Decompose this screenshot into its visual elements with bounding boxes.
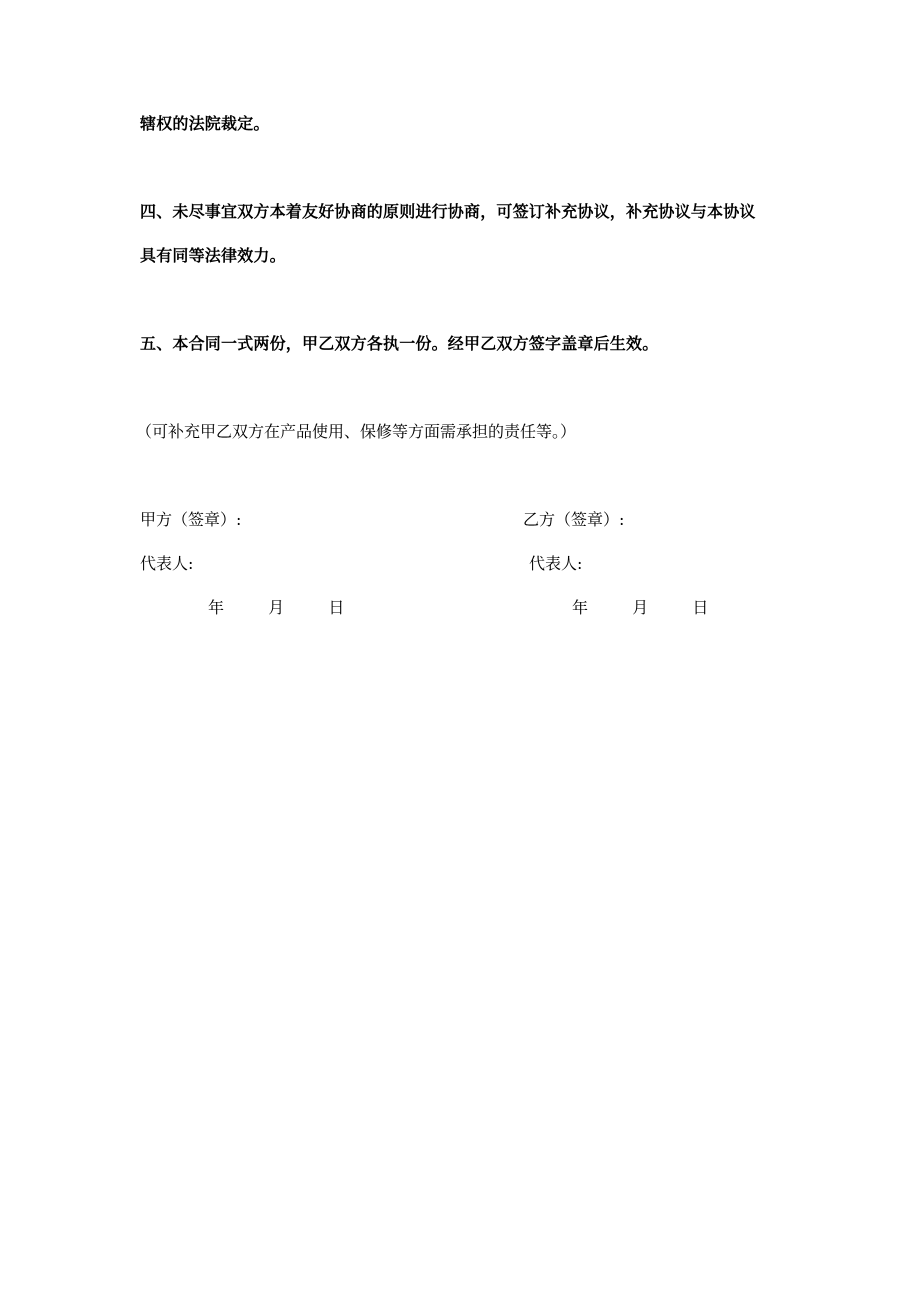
party-b-year: 年 <box>572 598 589 617</box>
party-a-representative: 代表人: <box>140 554 194 573</box>
party-a-year: 年 <box>208 598 225 617</box>
party-b-label: 乙方（签章）: <box>523 510 625 529</box>
party-a-date <box>208 598 344 618</box>
paragraph-4-line-1: 四、未尽事宜双方本着友好协商的原则进行协商，可签订补充协议，补充协议与本协议 <box>140 202 756 221</box>
paragraph-5: 五、本合同一式两份，甲乙双方各执一份。经甲乙双方签字盖章后生效。 <box>140 334 659 353</box>
party-b-day: 日 <box>692 598 709 617</box>
party-a-label: 甲方（签章）: <box>140 510 242 529</box>
note-text: （可补充甲乙双方在产品使用、保修等方面需承担的责任等。） <box>136 422 577 441</box>
party-b-month: 月 <box>632 598 649 617</box>
party-a-day: 日 <box>328 598 345 617</box>
paragraph-4-line-2: 具有同等法律效力。 <box>140 246 286 265</box>
party-b-date <box>572 598 708 618</box>
paragraph-3-tail: 辖权的法院裁定。 <box>140 114 270 133</box>
party-a-month: 月 <box>268 598 285 617</box>
party-b-representative: 代表人: <box>529 554 583 573</box>
